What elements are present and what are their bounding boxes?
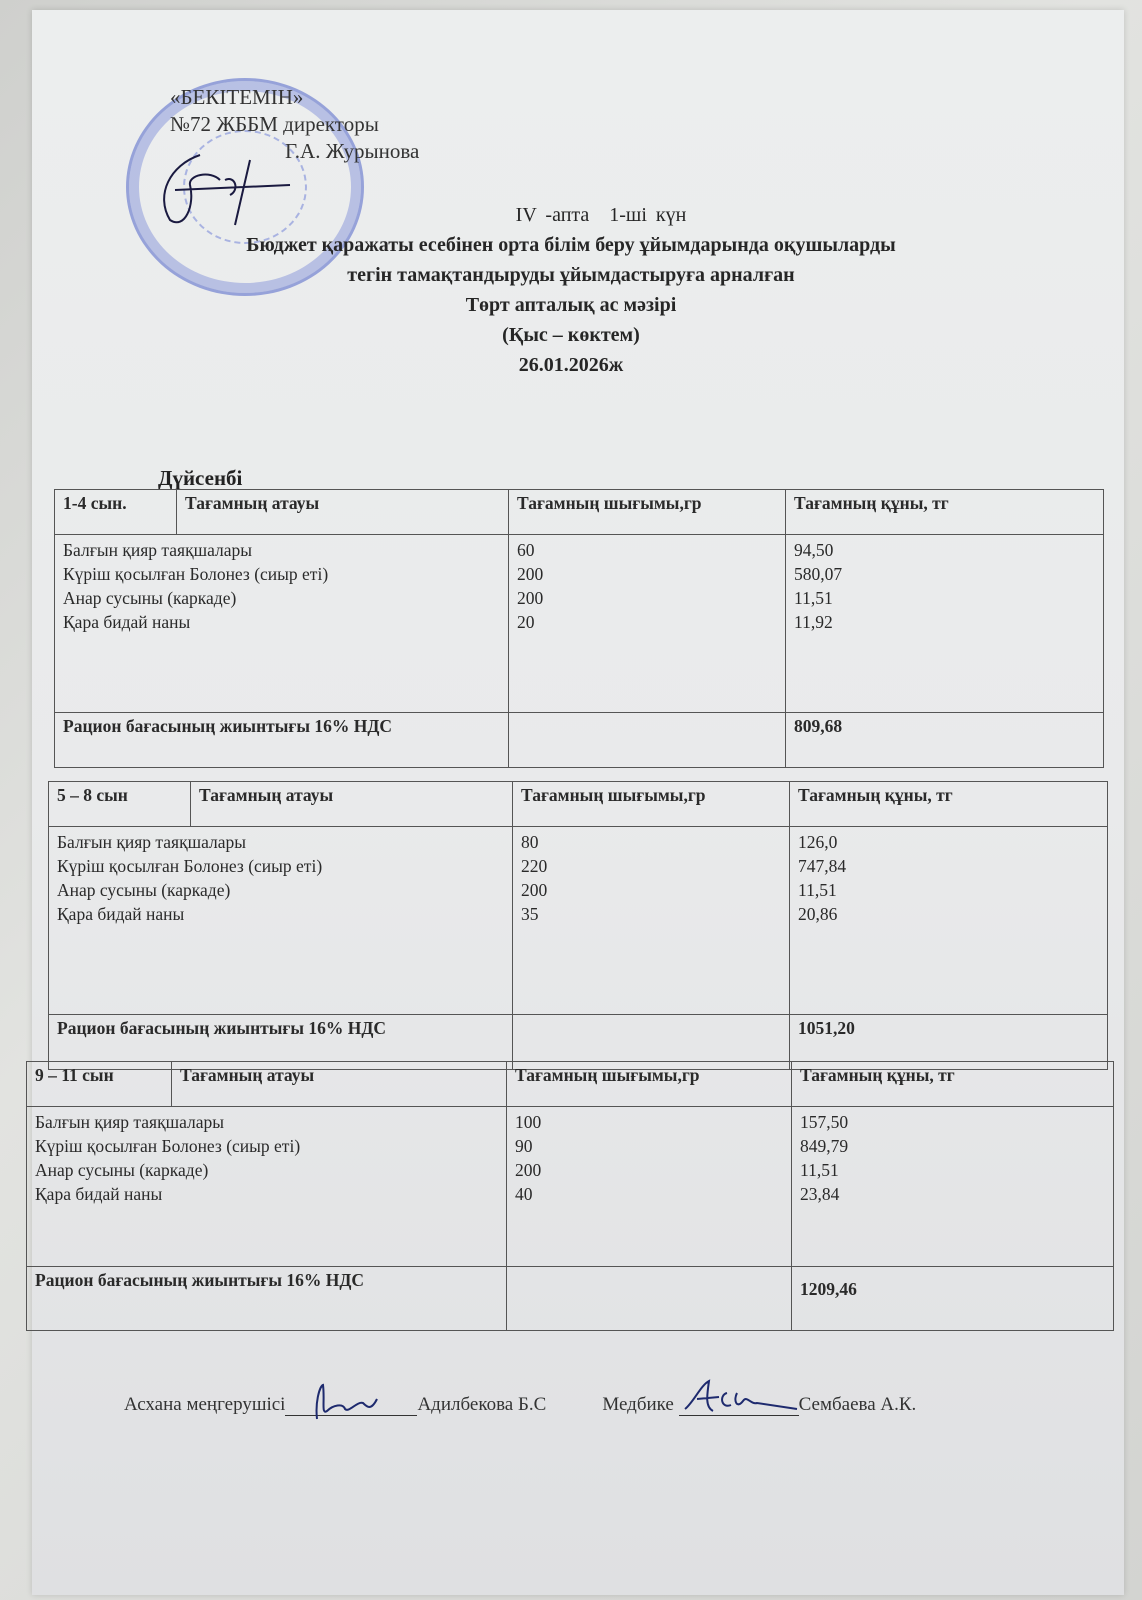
item-names xyxy=(27,1107,507,1267)
item-yield: 80 xyxy=(521,832,539,852)
col-header-price: Тағамның құны, тг xyxy=(792,1062,1114,1107)
col-header-name: Тағамның атауы xyxy=(172,1062,507,1107)
total-empty xyxy=(509,713,786,768)
item-yield: 200 xyxy=(515,1160,542,1180)
item-yield: 60 xyxy=(517,540,535,560)
document-title-block xyxy=(0,200,1142,380)
col-header-yield: Тағамның шығымы,гр xyxy=(507,1062,792,1107)
nurse-signature-icon xyxy=(679,1375,799,1419)
cook-title: Асхана меңгерушісі xyxy=(124,1394,286,1415)
approval-director-name: Г.А. Журынова xyxy=(285,139,420,163)
cook-signature-line xyxy=(285,1397,417,1416)
item-name: Анар сусыны (каркаде) xyxy=(35,1160,209,1180)
item-price: 126,0 xyxy=(798,832,838,852)
item-name: Балғын қияр таяқшалары xyxy=(57,832,247,852)
item-price: 11,51 xyxy=(794,588,833,608)
item-name: Қара бидай наны xyxy=(63,612,191,632)
grade-cell: 9 – 11 сын xyxy=(27,1062,172,1107)
item-name: Күріш қосылған Болонез (сиыр еті) xyxy=(63,564,329,584)
item-yield: 20 xyxy=(517,612,535,632)
title-line-3: Төрт апталық ас мәзірі xyxy=(465,294,677,316)
approval-position: №72 ЖББМ директоры xyxy=(170,112,379,136)
item-name: Балғын қияр таяқшалары xyxy=(35,1112,225,1132)
weekday-label: Дүйсенбі xyxy=(158,466,243,490)
nurse-name: Сембаева А.К. xyxy=(798,1394,917,1415)
nurse-title: Медбике xyxy=(602,1394,674,1415)
total-value: 1209,46 xyxy=(792,1267,1114,1331)
item-name: Анар сусыны (каркаде) xyxy=(57,880,231,900)
total-label: Рацион бағасының жиынтығы 16% НДС xyxy=(27,1267,507,1331)
item-price: 11,51 xyxy=(800,1160,839,1180)
signature-row xyxy=(124,1394,916,1416)
menu-date: 26.01.2026ж xyxy=(518,354,624,376)
item-names xyxy=(49,827,513,1015)
nurse-signature-line xyxy=(679,1397,799,1416)
col-header-yield: Тағамның шығымы,гр xyxy=(513,782,790,827)
total-empty xyxy=(507,1267,792,1331)
total-label: Рацион бағасының жиынтығы 16% НДС xyxy=(55,713,509,768)
day-label: 1-ші күн xyxy=(609,204,687,226)
col-header-price: Тағамның құны, тг xyxy=(786,490,1104,535)
item-price: 157,50 xyxy=(800,1112,849,1132)
col-header-yield: Тағамның шығымы,гр xyxy=(509,490,786,535)
item-yield: 220 xyxy=(521,856,548,876)
week-label: IV -апта xyxy=(515,204,590,226)
menu-table-grades-1-4 xyxy=(54,489,1104,768)
week-day-line xyxy=(0,200,1142,230)
item-yields xyxy=(509,535,786,713)
menu-table-grades-9-11 xyxy=(26,1061,1114,1331)
total-value: 809,68 xyxy=(786,713,1104,768)
season-label: (Қыс – көктем) xyxy=(502,324,640,346)
item-price: 11,92 xyxy=(794,612,833,632)
item-price: 94,50 xyxy=(794,540,834,560)
approval-block xyxy=(170,84,419,165)
item-yield: 40 xyxy=(515,1184,533,1204)
item-price: 849,79 xyxy=(800,1136,849,1156)
item-name: Анар сусыны (каркаде) xyxy=(63,588,237,608)
item-yield: 200 xyxy=(517,564,544,584)
item-price: 20,86 xyxy=(798,904,838,924)
item-name: Қара бидай наны xyxy=(57,904,185,924)
item-yield: 200 xyxy=(517,588,544,608)
item-names xyxy=(55,535,509,713)
approval-heading: «БЕКІТЕМІН» xyxy=(170,85,304,109)
grade-cell: 5 – 8 сын xyxy=(49,782,191,827)
item-price: 580,07 xyxy=(794,564,843,584)
item-yields xyxy=(507,1107,792,1267)
item-name: Қара бидай наны xyxy=(35,1184,163,1204)
item-price: 11,51 xyxy=(798,880,837,900)
item-name: Күріш қосылған Болонез (сиыр еті) xyxy=(57,856,323,876)
item-yield: 100 xyxy=(515,1112,542,1132)
item-yield: 35 xyxy=(521,904,539,924)
cook-name: Адилбекова Б.С xyxy=(417,1394,547,1415)
item-prices xyxy=(792,1107,1114,1267)
cook-signature-icon xyxy=(305,1381,385,1421)
title-line-2: тегін тамақтандыруды ұйымдастыруға арналған xyxy=(347,264,795,286)
col-header-price: Тағамның құны, тг xyxy=(790,782,1108,827)
item-yield: 90 xyxy=(515,1136,533,1156)
item-yield: 200 xyxy=(521,880,548,900)
item-price: 23,84 xyxy=(800,1184,840,1204)
title-line-1: Бюджет қаражаты есебінен орта білім беру ұйымдарында оқушыларды xyxy=(246,234,896,256)
total-label: Рацион бағасының жиынтығы 16% НДС xyxy=(49,1015,513,1070)
item-price: 747,84 xyxy=(798,856,847,876)
menu-table-grades-5-8 xyxy=(48,781,1108,1070)
item-prices xyxy=(790,827,1108,1015)
col-header-name: Тағамның атауы xyxy=(191,782,513,827)
item-name: Балғын қияр таяқшалары xyxy=(63,540,253,560)
item-prices xyxy=(786,535,1104,713)
total-value: 1051,20 xyxy=(790,1015,1108,1070)
item-yields xyxy=(513,827,790,1015)
item-name: Күріш қосылған Болонез (сиыр еті) xyxy=(35,1136,301,1156)
col-header-name: Тағамның атауы xyxy=(177,490,509,535)
grade-cell: 1-4 сын. xyxy=(55,490,177,535)
